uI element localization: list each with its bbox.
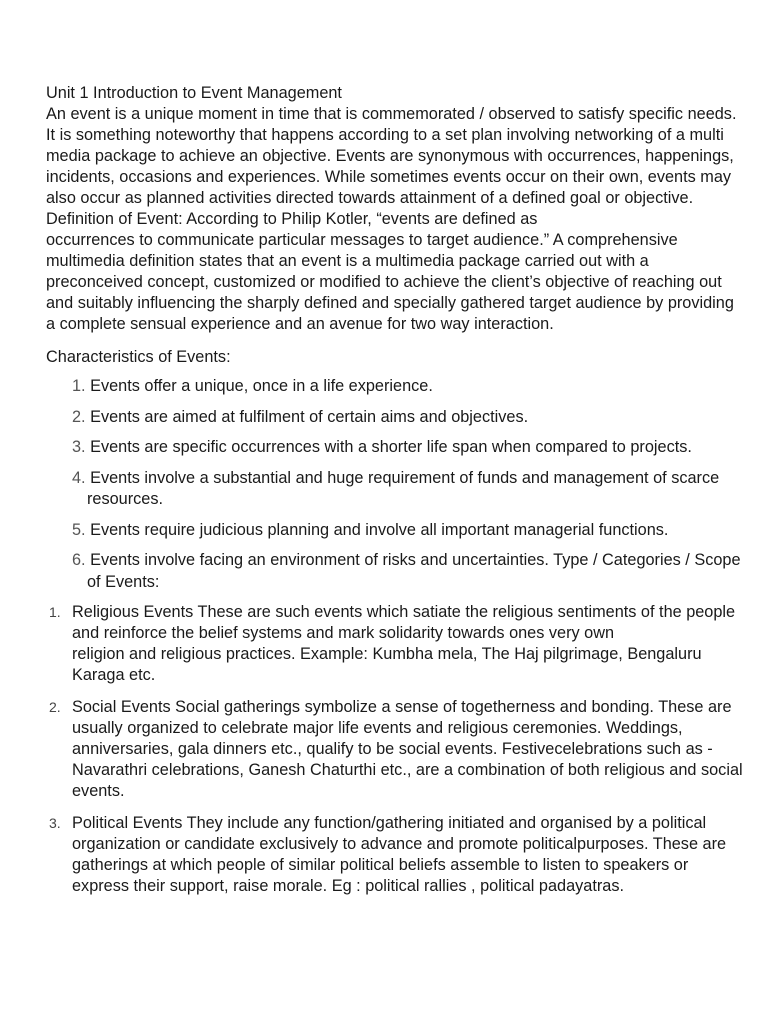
list-number: 3. [49, 815, 61, 831]
list-number: 2. [49, 699, 61, 715]
list-item-text: Religious Events These are such events which satiate the religious sentiments of the people and reinforce the belief systems and mark solidarity towards ones very own religion and religious practices. Example: Kumbha mela, The Haj pilgrimage, Bengaluru Karaga etc. [72, 603, 736, 684]
list-item-text: Events require judicious planning and involve all important managerial functions. [90, 520, 669, 539]
list-number: 5. [72, 520, 86, 539]
list-item-text: Events are specific occurrences with a shorter life span when compared to projects. [90, 438, 692, 456]
list-item [46, 813, 746, 897]
list-item-text: Political Events They include any function/gathering initiated and organised by a political organization or candidate exclusively to advance and promote politicalpurposes. These are gatherings at which people of similar political beliefs assemble to listen to speakers or express their support, raise morale. Eg : political rallies , political padayatras. [72, 814, 727, 895]
list-item [46, 602, 746, 686]
intro-paragraph: An event is a unique moment in time that is commemorated / observed to satisfy specific needs. It is something noteworthy that happens according to a set plan involving networking of a multi media package to achieve an objective. Events are synonymous with occurrences, happenings, incidents, occasions and experiences. While sometimes events occur on their own, events may also occur as planned activities directed towards attainment of a defined goal or objective. Definition of Event: According to Philip Kotler, “events are defined as occurrences to communicate particular messages to target audience.” A comprehensive multimedia definition states that an event is a multimedia package carried out with a preconceived concept, customized or modified to achieve the client’s objective of reaching out and suitably influencing the sharply defined and specially gathered target audience by providing a complete sensual experience and an avenue for two way interaction. [46, 105, 737, 333]
list-item [46, 697, 746, 802]
list-item-text: Events offer a unique, once in a life experience. [90, 377, 433, 395]
list-number: 4. [72, 468, 86, 487]
list-item-text: Events involve facing an environment of risks and uncertainties. Type / Categories / Scope of Events: [87, 551, 741, 591]
list-number: 2. [72, 407, 86, 426]
list-item [72, 468, 746, 511]
list-item-text: Social Events Social gatherings symbolize a sense of togetherness and bonding. These are usually organized to celebrate major life events and religious ceremonies. Weddings, anniversaries, gala dinners etc., qualify to be social events. Festivecelebrations such as - Navarathri celebrations, Ganesh Chaturthi etc., are a combination of both religious and social events. [72, 698, 743, 800]
document-page [46, 83, 746, 908]
list-item [72, 520, 746, 542]
list-item [72, 550, 746, 593]
list-item-text: Events are aimed at fulfilment of certain aims and objectives. [90, 407, 529, 426]
list-item [72, 437, 746, 459]
characteristics-list [46, 376, 746, 593]
characteristics-heading: Characteristics of Events: [46, 348, 231, 366]
unit-title: Unit 1 Introduction to Event Management [46, 84, 342, 102]
list-number: 6. [72, 551, 86, 569]
list-number: 1. [49, 604, 61, 620]
list-item [72, 376, 746, 398]
list-item-text: Events involve a substantial and huge requirement of funds and management of scarce resources. [87, 468, 720, 508]
event-types-list [46, 602, 746, 897]
list-number: 3. [72, 438, 86, 456]
list-number: 1. [72, 377, 86, 395]
list-item [72, 407, 746, 429]
